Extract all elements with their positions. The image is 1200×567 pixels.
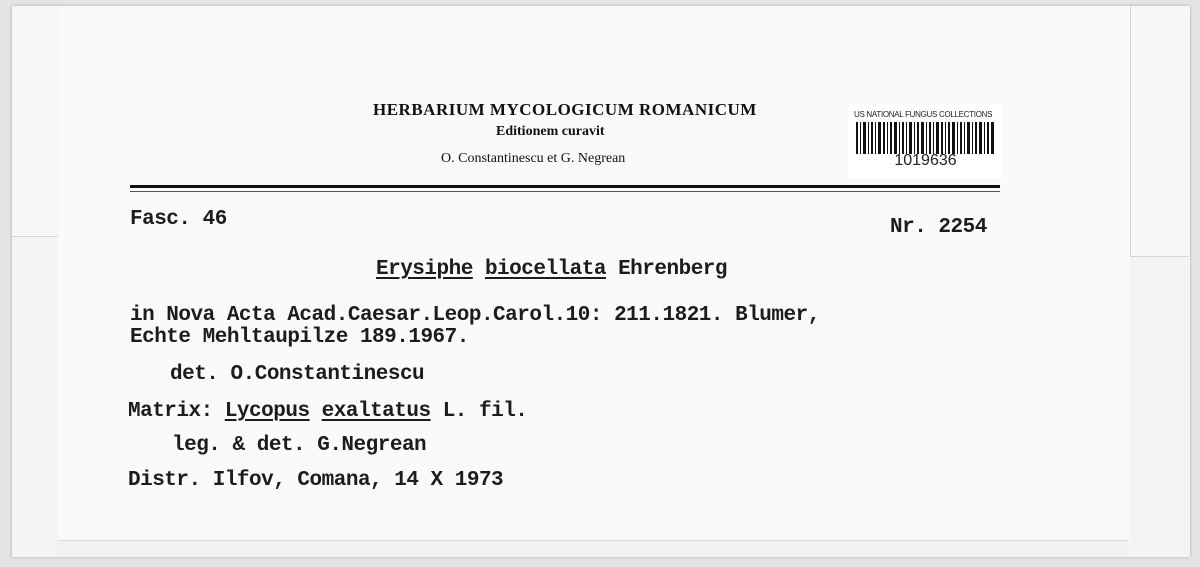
- citation-line-1: in Nova Acta Acad.Caesar.Leop.Carol.10: 211.1821. Blumer,: [130, 304, 820, 327]
- herbarium-title: HERBARIUM MYCOLOGICUM ROMANICUM: [373, 100, 757, 119]
- exsiccata-number: Nr. 2254: [890, 216, 987, 239]
- taxon-name: [376, 258, 727, 281]
- locality: Distr. Ilfov, Comana, 14 X 1973: [128, 469, 504, 492]
- editors-line: O. Constantinescu et G. Negrean: [441, 151, 626, 166]
- matrix-line: [128, 400, 527, 423]
- citation-line-2: Echte Mehltaupilze 189.1967.: [130, 326, 469, 349]
- editorial-note: Editionem curavit: [496, 124, 605, 139]
- collector: leg. & det. G.Negrean: [172, 434, 427, 457]
- barcode-icon: [856, 122, 994, 154]
- barcode-caption: US NATIONAL FUNGUS COLLECTIONS: [854, 110, 993, 119]
- envelope-flap-bottom: [58, 540, 1128, 555]
- taxon-author: Ehrenberg: [618, 258, 727, 281]
- matrix-prefix: Matrix:: [128, 400, 213, 423]
- matrix-genus: Lycopus: [224, 400, 310, 423]
- envelope-flap-left: [12, 6, 59, 237]
- header-divider: [130, 185, 1000, 188]
- fascicle: Fasc. 46: [130, 208, 227, 231]
- envelope-flap-right: [1130, 6, 1189, 257]
- herbarium-label: [58, 6, 1130, 540]
- matrix-author: L. fil.: [442, 400, 528, 423]
- barcode-number: 1019636: [894, 152, 957, 169]
- barcode-sticker: [848, 104, 1003, 178]
- taxon-genus: Erysiphe: [376, 258, 473, 281]
- taxon-species: biocellata: [484, 258, 606, 281]
- header-divider-thin: [130, 191, 1000, 192]
- matrix-species: exaltatus: [321, 400, 431, 423]
- determiner: det. O.Constantinescu: [170, 363, 425, 386]
